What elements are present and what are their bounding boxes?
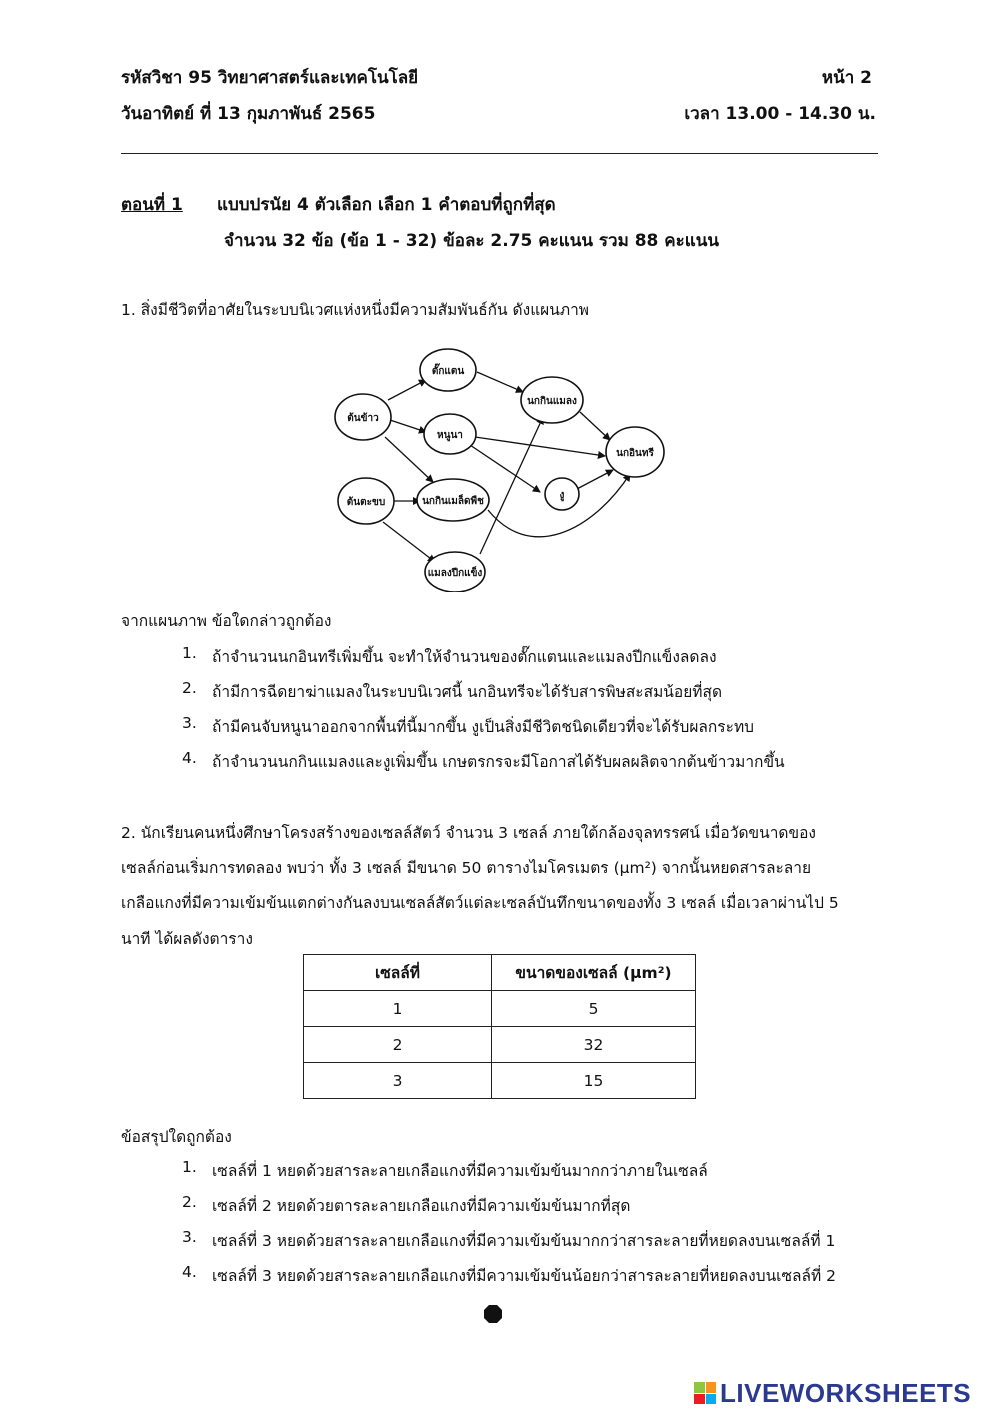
page-number: หน้า 2: [821, 68, 872, 88]
table-cell: 5: [492, 991, 696, 1027]
node-label-rat: หนูนา: [437, 430, 463, 441]
node-label-insect-bird: นกกินแมลง: [527, 396, 577, 407]
table-header-cell: เซลล์ที่: [304, 955, 492, 991]
section-subtitle: จำนวน 32 ข้อ (ข้อ 1 - 32) ข้อละ 2.75 คะแนน รวม 88 คะแนน: [224, 231, 719, 251]
node-label-snake: งู: [559, 490, 565, 501]
q2-choice-3-num[interactable]: 3.: [182, 1228, 197, 1246]
q2-stem-line-3: เกลือแกงที่มีความเข้มข้นแตกต่างกันลงบนเซลล์สัตว์แต่ละเซลล์บันทึกขนาดของทั้ง 3 เซลล์ เมื่อเวลาผ่านไป 5: [121, 894, 839, 912]
arrow-grass-beetle: [383, 522, 435, 562]
arrow-beetle-insectbird: [480, 417, 543, 554]
table-cell: 15: [492, 1063, 696, 1099]
q2-prompt: ข้อสรุปใดถูกต้อง: [121, 1128, 232, 1146]
logo-mark-icon: [694, 1382, 716, 1404]
section-title: แบบปรนัย 4 ตัวเลือก เลือก 1 คำตอบที่ถูกที่สุด: [217, 195, 556, 215]
q2-choice-1[interactable]: เซลล์ที่ 1 หยดด้วยสารละลายเกลือแกงที่มีความเข้มข้นมากกว่าภายในเซลล์: [212, 1162, 708, 1180]
node-label-rice: ต้นข้าว: [347, 413, 379, 424]
header-divider: [121, 153, 878, 154]
exam-date: วันอาทิตย์ ที่ 13 กุมภาพันธ์ 2565: [121, 104, 376, 124]
arrow-grasshopper-insectbird: [477, 372, 523, 392]
arrow-rice-seedbird: [385, 437, 433, 482]
answer-dot-icon[interactable]: [484, 1305, 502, 1323]
section-label: ตอนที่ 1: [121, 195, 183, 215]
arrow-rice-rat: [390, 420, 426, 432]
table-cell: 3: [304, 1063, 492, 1099]
node-label-grasshopper: ตั๊กแตน: [431, 366, 465, 377]
table-header-row: [304, 955, 696, 991]
table-row: [304, 991, 696, 1027]
q1-choice-2[interactable]: ถ้ามีการฉีดยาฆ่าแมลงในระบบนิเวศนี้ นกอินทรีจะได้รับสารพิษสะสมน้อยที่สุด: [212, 683, 723, 701]
table-row: [304, 1063, 696, 1099]
logo-text: LIVEWORKSHEETS: [720, 1377, 972, 1408]
q1-choice-4-num[interactable]: 4.: [182, 749, 197, 767]
q1-choice-2-num[interactable]: 2.: [182, 679, 197, 697]
node-label-grass: ต้นตะขบ: [346, 497, 386, 508]
q2-stem-line-4: นาที ได้ผลดังตาราง: [121, 930, 253, 948]
q1-choice-1-num[interactable]: 1.: [182, 644, 197, 662]
course-title: รหัสวิชา 95 วิทยาศาสตร์และเทคโนโลยี: [121, 68, 419, 88]
table-header-size: ขนาดของเซลล์ (μm²): [492, 955, 696, 991]
q1-choice-4[interactable]: ถ้าจำนวนนกกินแมลงและงูเพิ่มขึ้น เกษตรกรจะมีโอกาสได้รับผลผลิตจากต้นข้าวมากขึ้น: [212, 753, 785, 771]
node-label-seed-bird: นกกินเมล็ดพืช: [422, 496, 484, 507]
node-label-beetle: แมลงปีกแข็ง: [427, 568, 483, 579]
arrow-rat-snake: [470, 445, 540, 492]
q2-stem-line-1: 2. นักเรียนคนหนึ่งศึกษาโครงสร้างของเซลล์สัตว์ จำนวน 3 เซลล์ ภายใต้กล้องจุลทรรศน์ เมื่อวัดขนาดของ: [121, 824, 816, 842]
q2-choice-2[interactable]: เซลล์ที่ 2 หยดด้วยตารละลายเกลือแกงที่มีความเข้มข้นมากที่สุด: [212, 1197, 631, 1215]
table-row: [304, 1027, 696, 1063]
table-cell: 32: [492, 1027, 696, 1063]
q1-choice-3[interactable]: ถ้ามีคนจับหนูนาออกจากพื้นที่นี้มากขึ้น งูเป็นสิ่งมีชีวิตชนิดเดียวที่จะได้รับผลกระทบ: [212, 718, 755, 736]
q2-choice-3[interactable]: เซลล์ที่ 3 หยดด้วยสารละลายเกลือแกงที่มีความเข้มข้นมากกว่าสารละลายที่หยดลงบนเซลล์ที่ 1: [212, 1232, 836, 1250]
table-cell: 2: [304, 1027, 492, 1063]
q1-choice-1[interactable]: ถ้าจำนวนนกอินทรีเพิ่มขึ้น จะทำให้จำนวนของตั๊กแตนและแมลงปีกแข็งลดลง: [212, 648, 717, 666]
cell-size-table: [303, 954, 696, 1099]
q2-stem-line-2: เซลล์ก่อนเริ่มการทดลอง พบว่า ทั้ง 3 เซลล์ มีขนาด 50 ตารางไมโครเมตร (μm²) จากนั้นหยดสารละลาย: [121, 859, 812, 877]
liveworksheets-logo: [694, 1377, 972, 1408]
arrow-rice-grasshopper: [388, 380, 426, 400]
exam-time: เวลา 13.00 - 14.30 น.: [684, 104, 876, 124]
q2-choice-2-num[interactable]: 2.: [182, 1193, 197, 1211]
node-label-eagle: นกอินทรี: [616, 448, 654, 459]
table-cell: 1: [304, 991, 492, 1027]
q2-choice-4-num[interactable]: 4.: [182, 1263, 197, 1281]
arrow-insectbird-eagle: [580, 412, 610, 440]
food-web-diagram: [330, 342, 670, 592]
q1-prompt: จากแผนภาพ ข้อใดกล่าวถูกต้อง: [121, 612, 332, 630]
q1-choice-3-num[interactable]: 3.: [182, 714, 197, 732]
q2-choice-4[interactable]: เซลล์ที่ 3 หยดด้วยสารละลายเกลือแกงที่มีความเข้มข้นน้อยกว่าสารละลายที่หยดลงบนเซลล์ที่ 2: [212, 1267, 837, 1285]
arrow-snake-eagle: [575, 470, 613, 490]
q1-stem: 1. สิ่งมีชีวิตที่อาศัยในระบบนิเวศแห่งหนึ่งมีความสัมพันธ์กัน ดังแผนภาพ: [121, 301, 589, 319]
arrow-rat-eagle: [475, 437, 605, 456]
q2-choice-1-num[interactable]: 1.: [182, 1158, 197, 1176]
